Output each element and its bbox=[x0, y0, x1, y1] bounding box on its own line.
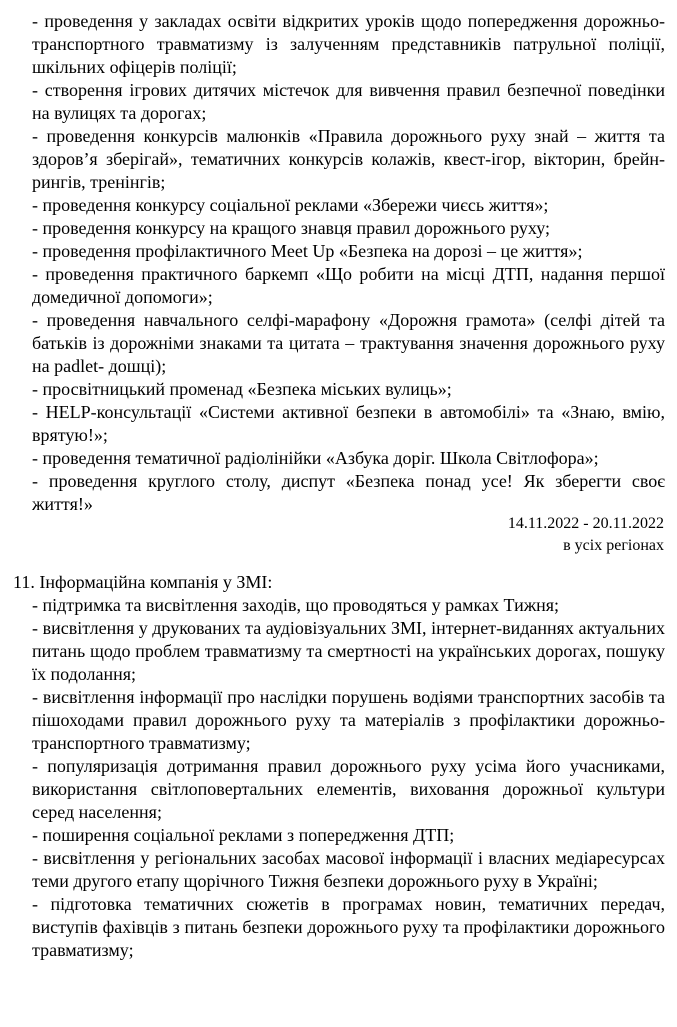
list-item: - підтримка та висвітлення заходів, що проводяться у рамках Тижня; bbox=[32, 595, 560, 615]
list-item: - просвітницький променад «Безпека міських вулиць»; bbox=[32, 379, 452, 399]
list-item: - проведення практичного баркемп «Що робити на місці ДТП, надання першої домедичної допомоги»; bbox=[32, 264, 665, 307]
list-item: - проведення тематичної радіолінійки «Азбука доріг. Школа Світлофора»; bbox=[32, 448, 599, 468]
list-item: - підготовка тематичних сюжетів в програмах новин, тематичних передач, виступів фахівців з питань безпеки дорожнього руху та профілактики дорожнього травматизму; bbox=[32, 894, 665, 960]
list-item: - проведення конкурсів малюнків «Правила дорожнього руху знай – життя та здоров’я зберігай», тематичних конкурсів колажів, квест-ігор, вікторин, брейн-рингів, тренінгів; bbox=[32, 126, 665, 192]
schedule-regions: в усіх регіонах bbox=[563, 537, 664, 554]
list-item: - проведення конкурсу на кращого знавця правил дорожнього руху; bbox=[32, 218, 550, 238]
list-item: - створення ігрових дитячих містечок для вивчення правил безпечної поведінки на вулицях та дорогах; bbox=[32, 80, 665, 123]
list-item: - HELP-консультації «Системи активної безпеки в автомобілі» та «Знаю, вмію, врятую!»; bbox=[32, 402, 665, 445]
list-item: - проведення конкурсу соціальної реклами «Збережи чиєсь життя»; bbox=[32, 195, 549, 215]
list-item: - висвітлення у регіональних засобах масової інформації і власних медіаресурсах теми другого етапу щорічного Тижня безпеки дорожнього руху в Україні; bbox=[32, 848, 665, 891]
section-title: 11. Інформаційна компанія у ЗМІ: bbox=[13, 572, 273, 592]
media-list bbox=[32, 594, 665, 962]
list-item: - проведення круглого столу, диспут «Безпека понад усе! Як зберегти своє життя!» bbox=[32, 471, 665, 514]
schedule-info bbox=[508, 513, 664, 557]
list-item: - висвітлення інформації про наслідки порушень водіями транспортних засобів та пішоходами правил дорожнього руху та матеріалів з профілактики дорожньо-транспортного травматизму; bbox=[32, 687, 665, 753]
list-item: - висвітлення у друкованих та аудіовізуальних ЗМІ, інтернет-виданнях актуальних питань щодо проблем травматизму та смертності на українських дорогах, пошуку їх подолання; bbox=[32, 618, 665, 684]
list-item: - популяризація дотримання правил дорожнього руху усіма його учасниками, використання світлоповертальних елементів, виховання дорожньої культури серед населення; bbox=[32, 756, 665, 822]
schedule-dates: 14.11.2022 - 20.11.2022 bbox=[507, 515, 664, 532]
list-item: - проведення профілактичного Meet Up «Безпека на дорозі – це життя»; bbox=[32, 241, 583, 261]
list-item: - проведення навчального селфі-марафону «Дорожня грамота» (селфі дітей та батьків із дорожніми знаками та цитата – трактування значення дорожнього руху на padlet- дошці); bbox=[32, 310, 665, 376]
measures-list bbox=[32, 10, 665, 516]
list-item: - проведення у закладах освіти відкритих уроків щодо попередження дорожньо-транспортного травматизму із залученням представників патрульної поліції, шкільних офіцерів поліції; bbox=[32, 11, 665, 77]
list-item: - поширення соціальної реклами з попередження ДТП; bbox=[32, 825, 455, 845]
